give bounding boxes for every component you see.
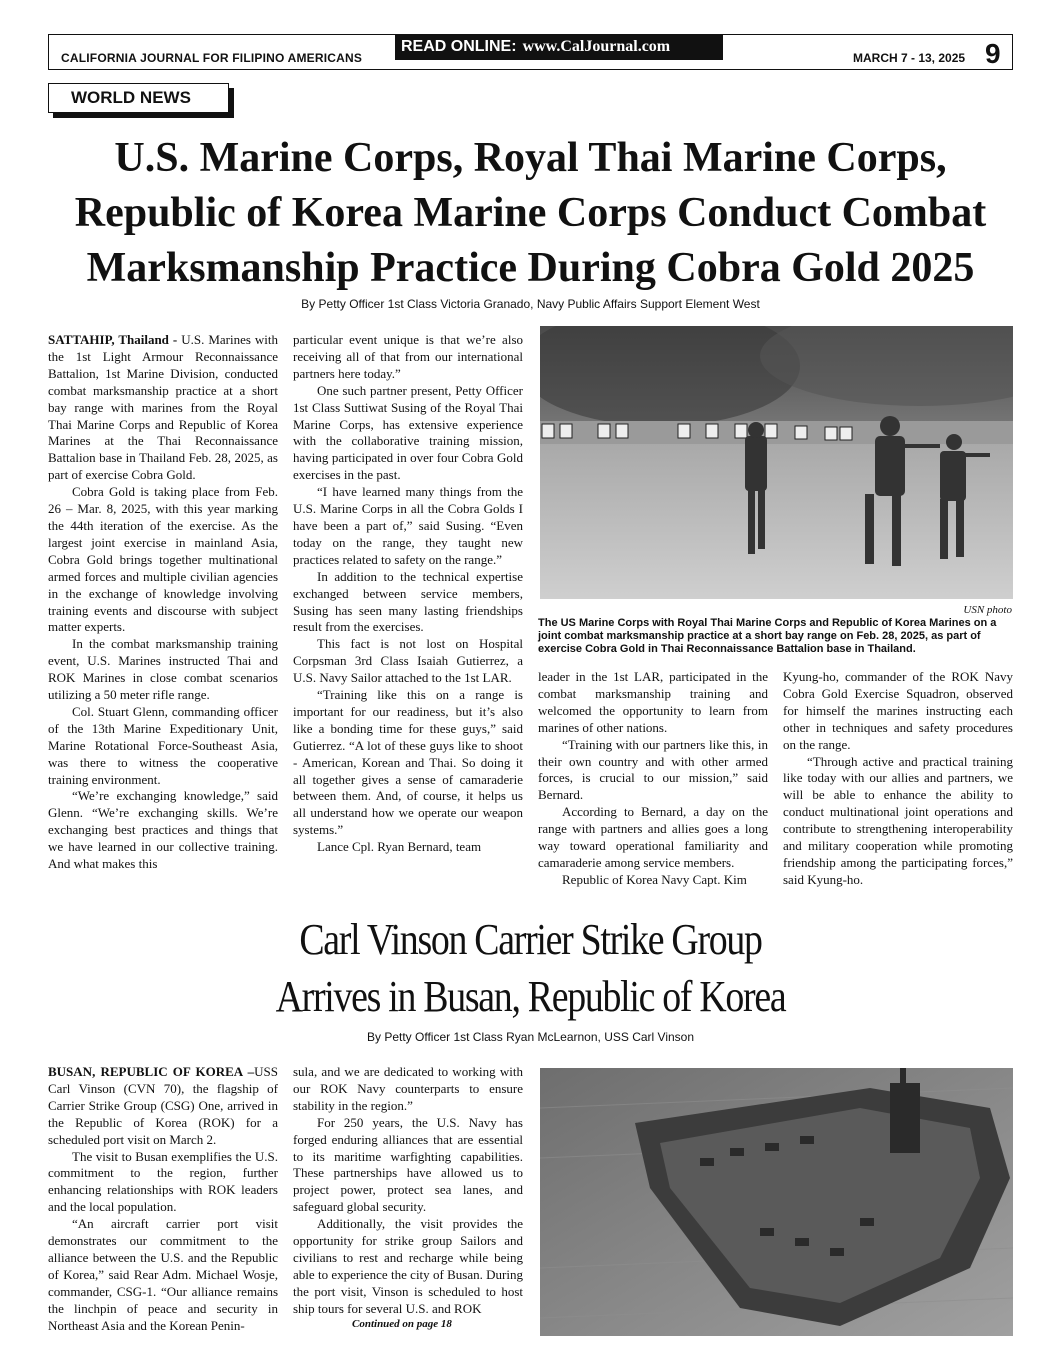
page-number: 9 xyxy=(985,38,1001,69)
paragraph: In the combat marksmanship training event, U.S. Marines instructed Thai and ROK Marines in close combat scenarios utilizing a 50 meter rifle range. xyxy=(48,636,278,703)
section-label: WORLD NEWS xyxy=(48,83,229,113)
paragraph: “Training with our partners like this, in their own country and with other armed forces, is crucial to our mission,” said Bernard. xyxy=(538,736,768,803)
paragraph: Additionally, the visit provides the opportunity for strike group Sailors and civilians to rest and recharge while being able to experience the city of Busan. During the port visit, Vinson is scheduled to host ship tours for several U.S. and ROK xyxy=(293,1216,523,1316)
paragraph: leader in the 1st LAR, participated in the combat marksmanship training and welcomed the opportunity to learn from marines of other nations. xyxy=(538,669,768,735)
photo-credit: USN photo xyxy=(963,604,1012,616)
article1-column-3 xyxy=(538,669,768,889)
article1-dateline: SATTAHIP, Thailand - xyxy=(48,332,178,347)
paragraph: “Through active and practical training like today with our allies and partners, we will be able to enhance the ability to conduct multinational joint operations and contribute to strengthening interoperability and military cooperation while promoting friendship among the participating forces,” said Kyung-ho. xyxy=(783,753,1013,887)
carrier-photo xyxy=(540,1068,1013,1336)
paragraph: For 250 years, the U.S. Navy has forged enduring alliances that are essential to its maritime warfighting capabilities. These partnerships have allowed us to project power, protect sea lanes, and safeguard global security. xyxy=(293,1114,523,1215)
read-online-banner[interactable] xyxy=(395,34,723,60)
paragraph: USS Carl Vinson (CVN 70), the flagship of Carrier Strike Group (CSG) One, arrived in the Republic of Korea (ROK) for a scheduled port visit on March 2. xyxy=(48,1064,278,1147)
article2-title-line-2: Arrives in Busan, Republic of Korea xyxy=(275,972,786,1021)
article1-column-2 xyxy=(293,332,523,856)
article1-column-1 xyxy=(48,332,278,873)
paragraph: sula, and we are dedicated to working with our ROK Navy counterparts to ensure stability in the region.” xyxy=(293,1064,523,1113)
paragraph: particular event unique is that we’re also receiving all of that from our international partners here today.” xyxy=(293,332,523,381)
paragraph: Republic of Korea Navy Capt. Kim xyxy=(562,871,747,887)
article2-column-1 xyxy=(48,1064,278,1335)
paragraph: Cobra Gold is taking place from Feb. 26 – Mar. 8, 2025, with this year marking the 44th iteration of the exercise. As the largest joint exercise in mainland Asia, Cobra Gold brings together multinational armed forces and multiple civilian agencies in the exchange of knowledge involving training events and discourse with subject matter experts. xyxy=(48,484,278,635)
article2-title-line-1: Carl Vinson Carrier Strike Group xyxy=(299,915,762,964)
article1-title-line-1: U.S. Marine Corps, Royal Thai Marine Corps, xyxy=(114,135,947,181)
paragraph: Col. Stuart Glenn, commanding officer of the 13th Marine Expeditionary Unit, Marine Rotational Force-Southeast Asia, was there to witness the cooperative training environment. xyxy=(48,703,278,787)
read-online-label: READ ONLINE: xyxy=(401,38,517,55)
paragraph: “We’re exchanging knowledge,” said Glenn. “We’re exchanging skills. We’re exchanging best practices and things that we have learned in our collective training. And what makes this xyxy=(48,788,278,872)
issue-date: MARCH 7 - 13, 2025 xyxy=(853,51,966,65)
continued-note[interactable]: Continued on page 18 xyxy=(352,1318,452,1330)
paragraph: Lance Cpl. Ryan Bernard, team xyxy=(317,839,482,855)
article1-column-4 xyxy=(783,669,1013,889)
paragraph: Kyung-ho, commander of the ROK Navy Cobra Gold Exercise Squadron, observed for himself the marines instructing each other in techniques and safety procedures on the range. xyxy=(783,669,1013,752)
publication-name: CALIFORNIA JOURNAL FOR FILIPINO AMERICANS xyxy=(61,51,363,65)
paragraph: According to Bernard, a day on the range with partners and allies goes a long way toward operational familiarity and camaraderie among service members. xyxy=(538,804,768,870)
marksmanship-photo xyxy=(540,326,1013,599)
article2-byline: By Petty Officer 1st Class Ryan McLearnon, USS Carl Vinson xyxy=(366,1030,695,1044)
article1-title-line-3: Marksmanship Practice During Cobra Gold 2025 xyxy=(86,245,975,291)
article1-byline: By Petty Officer 1st Class Victoria Granado, Navy Public Affairs Support Element West xyxy=(301,297,760,311)
paragraph: “An aircraft carrier port visit demonstrates our commitment to the alliance between the U.S. and the Republic of Korea,” said Rear Adm. Michael Wosje, commander, CSG-1. “Our alliance remains the linchpin of peace and security in Northeast Asia and the Korean Penin- xyxy=(48,1216,278,1333)
paragraph: “I have learned many things from the U.S. Marine Corps in all the Cobra Golds I have been a part of,” said Susing. “Even today on the range, they taught new practices related to safety on the range.” xyxy=(293,484,523,567)
article2-dateline: BUSAN, REPUBLIC OF KOREA – xyxy=(48,1064,255,1079)
paragraph: The visit to Busan exemplifies the U.S. commitment to the region, further enhancing relationships with ROK leaders and the local population. xyxy=(48,1148,278,1215)
paragraph: This fact is not lost on Hospital Corpsman 3rd Class Isaiah Gutierrez, a U.S. Navy Sailor attached to the 1st LAR. xyxy=(293,636,523,686)
article1-title-line-2: Republic of Korea Marine Corps Conduct Combat xyxy=(74,190,987,236)
paragraph: In addition to the technical expertise exchanged between service members, Susing has seen many lasting friendships result from the exercises. xyxy=(293,568,523,635)
paragraph: U.S. Marines with the 1st Light Armour Reconnaissance Battalion, 1st Marine Division, conducted combat marksmanship practice at a short bay range with marines from the Royal Thai Marine Corps and Republic of Korea Marines at the Thai Reconnaissance Battalion base in Thailand Feb. 28, 2025, as part of exercise Cobra Gold. xyxy=(48,332,279,483)
paragraph: “Training like this on a range is important for our readiness, but it’s also like a bonding time for these guys,” said Gutierrez. “A lot of these guys like to shoot - American, Korean and Thai. So doing it all together gives a sense of camaraderie between them. And, of course, it helps us all understand how we operate our weapon systems.” xyxy=(293,687,523,838)
page-header xyxy=(48,34,1013,70)
paragraph: One such partner present, Petty Officer 1st Class Suttiwat Susing of the Royal Thai Marine Corps, has extensive experience with the collaborative training mission, having participated in over four Cobra Gold exercises in the past. xyxy=(293,382,523,483)
article2-column-2 xyxy=(293,1064,523,1318)
read-online-url[interactable]: www.CalJournal.com xyxy=(522,38,671,55)
photo-caption: The US Marine Corps with Royal Thai Marine Corps and Republic of Korea Marines on a joint combat marksmanship practice at a short bay range on Feb. 28, 2025, as part of exercise Cobra Gold in Thai Reconnaissance Battalion base in Thailand. xyxy=(538,617,997,655)
